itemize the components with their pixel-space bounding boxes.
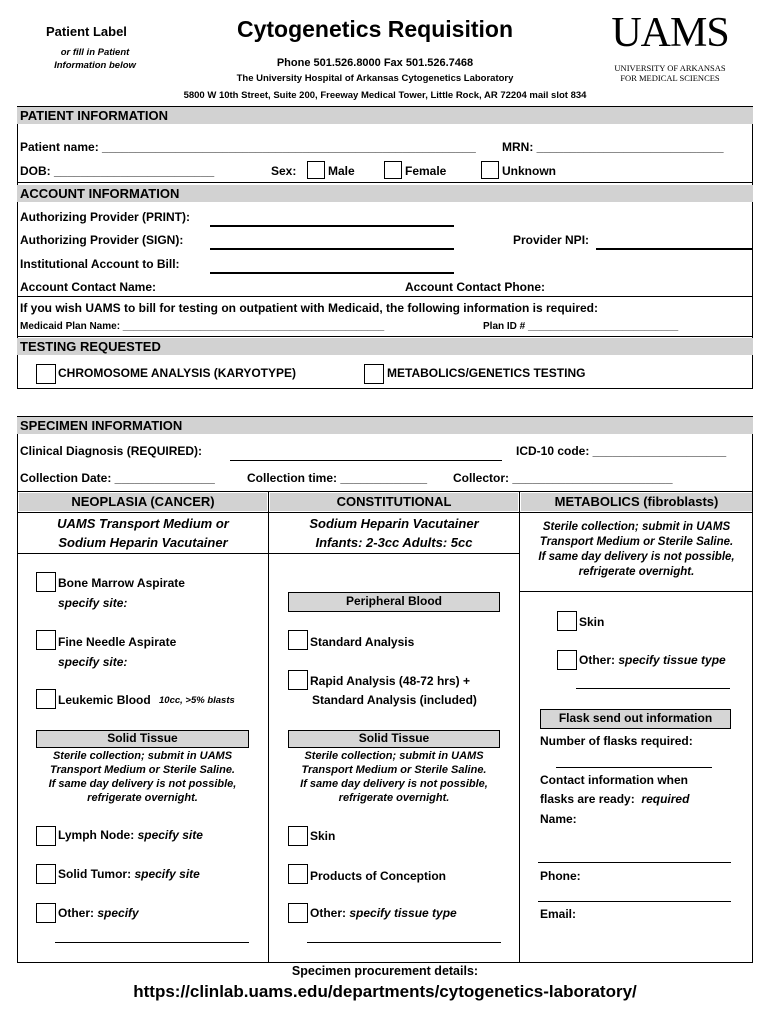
solid-tumor-checkbox[interactable] bbox=[36, 864, 56, 884]
neoplasia-header: NEOPLASIA (CANCER) bbox=[19, 493, 267, 511]
provider-sign-input[interactable] bbox=[210, 248, 454, 250]
constitutional-medium-2: Infants: 2-3cc Adults: 5cc bbox=[315, 535, 473, 550]
bone-marrow-label: Bone Marrow Aspirate bbox=[58, 576, 185, 590]
fill-in-note-1: or fill in Patient bbox=[60, 47, 130, 58]
bone-marrow-site: specify site: bbox=[58, 596, 128, 610]
clinical-diagnosis-input[interactable] bbox=[230, 460, 502, 461]
uams-logo: UAMS bbox=[611, 10, 729, 56]
peripheral-blood-header: Peripheral Blood bbox=[288, 592, 500, 612]
clinical-diagnosis-label: Clinical Diagnosis (REQUIRED): bbox=[20, 444, 203, 458]
rapid-analysis-label-2: Standard Analysis (included) bbox=[312, 693, 477, 707]
neoplasia-medium-2: Sodium Heparin Vacutainer bbox=[58, 535, 228, 550]
flask-header: Flask send out information bbox=[540, 709, 731, 729]
patient-info-heading: PATIENT INFORMATION bbox=[17, 107, 753, 124]
contact-name-label: Name: bbox=[540, 812, 577, 826]
leukemic-blood-checkbox[interactable] bbox=[36, 689, 56, 709]
lab-address: 5800 W 10th Street, Suite 200, Freeway Medical Tower, Little Rock, AR 72204 mail slot 834 bbox=[183, 90, 587, 101]
patient-label-heading: Patient Label bbox=[46, 24, 127, 39]
metabolics-skin-label: Skin bbox=[579, 615, 605, 629]
constitutional-sterile-note: Sterile collection; submit in UAMS Transport Medium or Sterile Saline. If same day delivery is not possible, refrigerate overnight. bbox=[300, 750, 488, 804]
provider-npi-input[interactable] bbox=[596, 248, 752, 250]
phone-fax: Phone 501.526.8000 Fax 501.526.7468 bbox=[276, 57, 474, 69]
contact-phone-label: Phone: bbox=[540, 869, 581, 883]
solid-tumor-label: Solid Tumor: specify site bbox=[58, 867, 200, 881]
dob-field[interactable]: DOB: ________________________ bbox=[20, 164, 215, 178]
specimen-info-heading: SPECIMEN INFORMATION bbox=[17, 417, 753, 434]
sex-unknown-checkbox[interactable] bbox=[481, 161, 499, 179]
constitutional-skin-checkbox[interactable] bbox=[288, 826, 308, 846]
account-info-heading: ACCOUNT INFORMATION bbox=[17, 185, 753, 202]
leukemic-blood-label: Leukemic Blood bbox=[58, 693, 151, 707]
fill-in-note-2: Information below bbox=[54, 60, 136, 71]
collection-time-field[interactable]: Collection time: _____________ bbox=[247, 471, 428, 485]
metabolics-other-input[interactable] bbox=[576, 688, 730, 689]
contact-info-label-1: Contact information when bbox=[540, 773, 688, 787]
collection-date-field[interactable]: Collection Date: _______________ bbox=[20, 471, 215, 485]
constitutional-medium-1: Sodium Heparin Vacutainer bbox=[309, 516, 479, 531]
flasks-required-label: Number of flasks required: bbox=[540, 734, 693, 748]
metabolics-other-label: Other: specify tissue type bbox=[579, 653, 726, 667]
mrn-field[interactable]: MRN: ____________________________ bbox=[502, 140, 724, 154]
metabolics-header: METABOLICS (fibroblasts) bbox=[521, 493, 752, 511]
conception-checkbox[interactable] bbox=[288, 864, 308, 884]
icd10-field[interactable]: ICD-10 code: ____________________ bbox=[516, 444, 727, 458]
sex-female-checkbox[interactable] bbox=[384, 161, 402, 179]
metabolics-skin-checkbox[interactable] bbox=[557, 611, 577, 631]
account-contact-name-label: Account Contact Name: bbox=[20, 280, 157, 294]
provider-sign-label: Authorizing Provider (SIGN): bbox=[20, 233, 184, 247]
leukemic-blood-note: 10cc, >5% blasts bbox=[159, 695, 235, 706]
sex-unknown-label: Unknown bbox=[502, 164, 556, 178]
constitutional-other-label: Other: specify tissue type bbox=[310, 906, 457, 920]
karyotype-label: CHROMOSOME ANALYSIS (KARYOTYPE) bbox=[58, 366, 297, 380]
uams-logo-sub1: UNIVERSITY OF ARKANSAS bbox=[614, 63, 726, 73]
provider-print-label: Authorizing Provider (PRINT): bbox=[20, 210, 190, 224]
fine-needle-label: Fine Needle Aspirate bbox=[58, 635, 177, 649]
standard-analysis-label: Standard Analysis bbox=[310, 635, 415, 649]
constitutional-skin-label: Skin bbox=[310, 829, 336, 843]
procurement-details: Specimen procurement details: bbox=[291, 964, 479, 978]
provider-print-input[interactable] bbox=[210, 225, 454, 227]
conception-label: Products of Conception bbox=[310, 869, 446, 883]
medicaid-note: If you wish UAMS to bill for testing on outpatient with Medicaid, the following information is required: bbox=[20, 301, 598, 315]
provider-npi-label: Provider NPI: bbox=[513, 233, 590, 247]
neoplasia-sterile-note: Sterile collection; submit in UAMS Transport Medium or Sterile Saline. If same day delivery is not possible, refrigerate overnight. bbox=[48, 750, 237, 804]
collector-field[interactable]: Collector: ________________________ bbox=[453, 471, 673, 485]
constitutional-other-checkbox[interactable] bbox=[288, 903, 308, 923]
metabolics-testing-label: METABOLICS/GENETICS TESTING bbox=[387, 366, 586, 380]
neoplasia-solid-tissue-header: Solid Tissue bbox=[36, 730, 249, 748]
plan-id-field[interactable]: Plan ID # ___________________________ bbox=[483, 321, 679, 332]
institutional-account-input[interactable] bbox=[210, 272, 454, 274]
testing-requested-heading: TESTING REQUESTED bbox=[17, 338, 753, 355]
bone-marrow-checkbox[interactable] bbox=[36, 572, 56, 592]
sex-label: Sex: bbox=[271, 164, 297, 178]
footer-url-link[interactable]: https://clinlab.uams.edu/departments/cytogenetics-laboratory/ bbox=[133, 982, 637, 1001]
medicaid-plan-field[interactable]: Medicaid Plan Name: _______________________________________________ bbox=[20, 321, 385, 332]
constitutional-solid-tissue-header: Solid Tissue bbox=[288, 730, 500, 748]
fine-needle-checkbox[interactable] bbox=[36, 630, 56, 650]
contact-phone-input[interactable] bbox=[538, 901, 731, 902]
constitutional-other-input[interactable] bbox=[307, 942, 501, 943]
neoplasia-other-label: Other: specify bbox=[58, 906, 139, 920]
lymph-node-label: Lymph Node: specify site bbox=[58, 828, 203, 842]
sex-female-label: Female bbox=[405, 164, 447, 178]
rapid-analysis-checkbox[interactable] bbox=[288, 670, 308, 690]
standard-analysis-checkbox[interactable] bbox=[288, 630, 308, 650]
metabolics-sterile-note: Sterile collection; submit in UAMS Transport Medium or Sterile Saline. If same day delivery is not possible, refrigerate overnight. bbox=[538, 521, 735, 578]
institutional-account-label: Institutional Account to Bill: bbox=[20, 257, 180, 271]
neoplasia-medium-1: UAMS Transport Medium or bbox=[57, 516, 229, 531]
flasks-required-input[interactable] bbox=[556, 767, 712, 768]
contact-info-label-2: flasks are ready: required bbox=[540, 792, 690, 806]
neoplasia-other-checkbox[interactable] bbox=[36, 903, 56, 923]
form-title: Cytogenetics Requisition bbox=[236, 16, 514, 42]
constitutional-header: CONSTITUTIONAL bbox=[270, 493, 518, 511]
metabolics-other-checkbox[interactable] bbox=[557, 650, 577, 670]
sex-male-label: Male bbox=[328, 164, 355, 178]
rapid-analysis-label: Rapid Analysis (48-72 hrs) + bbox=[310, 674, 470, 688]
patient-name-field[interactable]: Patient name: ________________________________________________________ bbox=[20, 140, 476, 154]
contact-email-label: Email: bbox=[540, 907, 577, 921]
sex-male-checkbox[interactable] bbox=[307, 161, 325, 179]
uams-logo-sub2: FOR MEDICAL SCIENCES bbox=[620, 73, 720, 83]
fine-needle-site: specify site: bbox=[58, 655, 128, 669]
lymph-node-checkbox[interactable] bbox=[36, 826, 56, 846]
account-contact-phone-label: Account Contact Phone: bbox=[405, 280, 545, 294]
contact-name-input[interactable] bbox=[538, 862, 731, 863]
neoplasia-other-input[interactable] bbox=[55, 942, 249, 943]
metabolics-testing-checkbox[interactable] bbox=[364, 364, 384, 384]
lab-name: The University Hospital of Arkansas Cytogenetics Laboratory bbox=[236, 73, 514, 84]
karyotype-checkbox[interactable] bbox=[36, 364, 56, 384]
